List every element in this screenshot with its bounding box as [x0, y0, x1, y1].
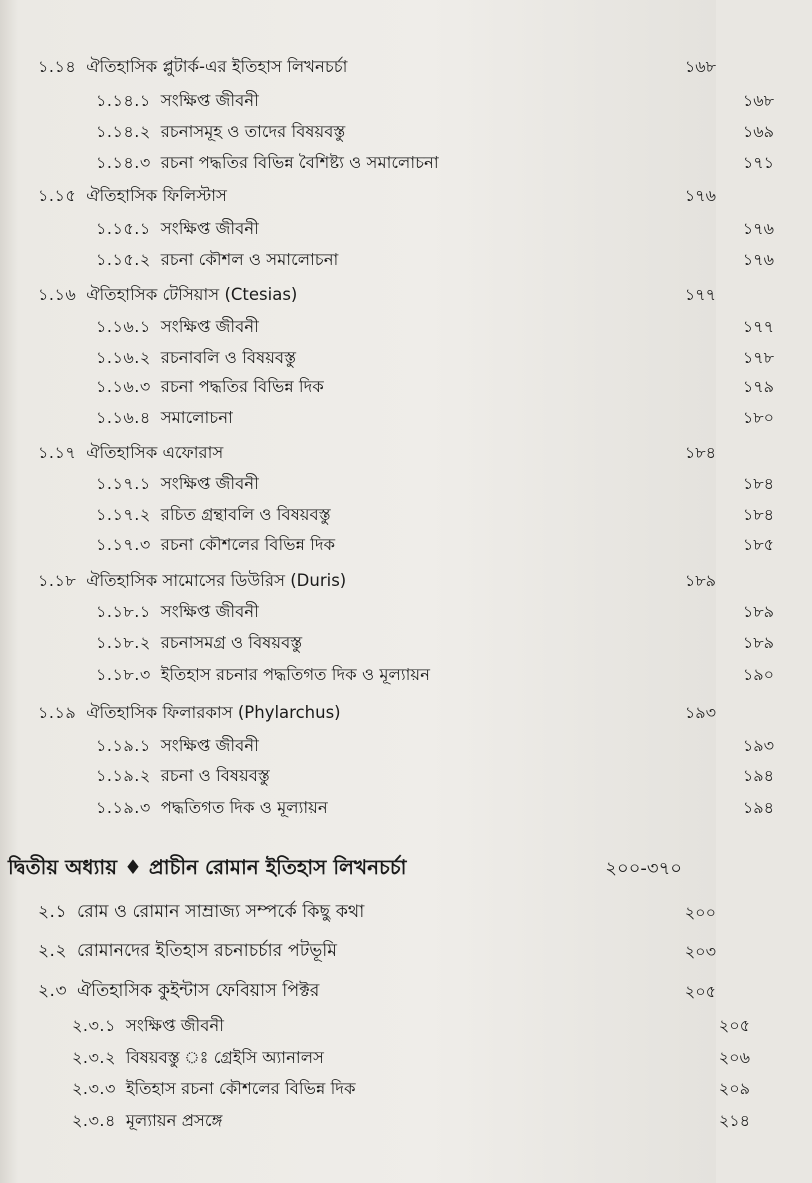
toc-number: ২.৩.৩	[72, 1078, 116, 1098]
toc-page-number: ২০৬	[718, 1047, 750, 1067]
toc-number: ১.১৭.২	[96, 504, 151, 524]
toc-page-number: ১৭৯	[742, 376, 774, 396]
toc-entry-2-3-4	[0, 1106, 788, 1136]
toc-number: ১.১৭.১	[96, 473, 151, 493]
toc-entry-2-1	[0, 898, 754, 928]
toc-title: ইতিহাস রচনার পদ্ধতিগত দিক ও মূল্যায়ন	[160, 664, 430, 684]
toc-number: ১.১৯.৩	[96, 797, 151, 817]
toc-number: ১.১৬.৩	[96, 376, 151, 396]
toc-page-number: ১৭১	[742, 152, 774, 172]
toc-title: রোম ও রোমান সাম্রাজ্য সম্পর্কে কিছু কথা	[77, 901, 365, 922]
toc-page-number: ১৯৪	[742, 797, 774, 817]
toc-entry-2-3-2	[0, 1043, 788, 1073]
toc-entry-2-2	[0, 937, 754, 967]
toc-entry-1-14-3	[0, 148, 812, 178]
toc-title: ঐতিহাসিক প্লুটার্ক-এর ইতিহাস লিখনচর্চা	[86, 56, 348, 76]
toc-number: ১.১৪.২	[96, 121, 151, 141]
toc-number: ২.৩.২	[72, 1047, 116, 1067]
toc-number: ১.১৮	[38, 570, 77, 590]
toc-page-number: ২০৫	[684, 981, 716, 1001]
chapter-page-range: ২০০-৩৭০	[605, 857, 682, 879]
toc-page-number: ১৭৭	[742, 316, 774, 336]
toc-entry-1-15-1	[0, 214, 812, 244]
toc-number: ২.২	[38, 941, 68, 961]
toc-entry-1-16-4	[0, 403, 812, 433]
toc-title: সংক্ষিপ্ত জীবনী	[160, 316, 259, 336]
toc-entry-1-16	[0, 280, 754, 310]
toc-entry-1-18-1	[0, 597, 812, 627]
toc-title: রচনাসমূহ ও তাদের বিষয়বস্তু	[160, 121, 346, 141]
toc-page-number: ১৯৩	[742, 735, 774, 755]
toc-entry-2-3	[0, 977, 754, 1007]
toc-entry-1-19-2	[0, 761, 812, 791]
toc-page-number: ১৮৫	[742, 534, 774, 554]
toc-page-number: ১৭৮	[742, 347, 774, 367]
toc-title: ঐতিহাসিক এফোরাস	[86, 442, 224, 462]
toc-number: ১.১৬	[38, 284, 77, 304]
chapter-title: দ্বিতীয় অধ্যায় ♦ প্রাচীন রোমান ইতিহাস লিখনচর্চা	[8, 854, 407, 879]
toc-page-number: ২১৪	[718, 1110, 750, 1130]
toc-number: ১.১৯.১	[96, 735, 151, 755]
toc-title: ঐতিহাসিক কুইন্টাস ফেবিয়াস পিক্টর	[77, 980, 320, 1001]
toc-title: রচনাসমগ্র ও বিষয়বস্তু	[160, 632, 303, 652]
toc-number: ১.১৬.২	[96, 347, 151, 367]
toc-title: রোমানদের ইতিহাস রচনাচর্চার পটভূমি	[77, 940, 338, 961]
toc-number: ১.১৬.১	[96, 316, 151, 336]
toc-entry-1-17	[0, 438, 754, 468]
toc-number: ১.১৪	[38, 56, 77, 76]
toc-title: রচনা পদ্ধতির বিভিন্ন দিক	[160, 376, 324, 396]
toc-title: ঐতিহাসিক ফিলিস্টাস	[86, 185, 227, 205]
toc-title: রচনা ও বিষয়বস্তু	[160, 765, 270, 785]
toc-entry-1-19-1	[0, 731, 812, 761]
toc-page-number: ২০৯	[718, 1078, 750, 1098]
toc-number: ১.১৯	[38, 702, 77, 722]
toc-title: বিষয়বস্তু ঃ গ্রেইসি অ্যানালস	[125, 1047, 324, 1067]
toc-entry-1-14-2	[0, 117, 812, 147]
toc-entry-1-14-1	[0, 86, 812, 116]
toc-title: ঐতিহাসিক সামোসের ডিউরিস (Duris)	[86, 570, 347, 590]
toc-title: রচনা কৌশলের বিভিন্ন দিক	[160, 534, 336, 554]
toc-page-number: ১৮৯	[742, 601, 774, 621]
toc-title: মূল্যায়ন প্রসঙ্গে	[125, 1110, 223, 1130]
toc-number: ১.১৪.১	[96, 90, 151, 110]
toc-page-number: ১৭৬	[684, 185, 716, 205]
toc-entry-1-15	[0, 181, 754, 211]
toc-page-number: ২০০	[684, 902, 716, 922]
toc-page-number: ১৮৪	[742, 473, 774, 493]
toc-page-number: ১৯৩	[684, 702, 716, 722]
toc-entry-1-19	[0, 698, 754, 728]
toc-title: সংক্ষিপ্ত জীবনী	[160, 90, 259, 110]
toc-number: ২.১	[38, 902, 67, 922]
toc-entry-1-16-3	[0, 372, 812, 402]
toc-number: ১.১৭.৩	[96, 534, 151, 554]
toc-page-number: ১৬৮	[684, 56, 716, 76]
toc-page-number: ১৭৬	[742, 249, 774, 269]
toc-page-number: ১৬৮	[742, 90, 774, 110]
toc-title: সমালোচনা	[160, 407, 233, 427]
toc-title: রচনা পদ্ধতির বিভিন্ন বৈশিষ্ট্য ও সমালোচনা	[160, 152, 439, 172]
toc-number: ১.১৫	[38, 185, 77, 205]
chapter-heading	[0, 852, 724, 886]
toc-number: ২.৩	[38, 981, 68, 1001]
toc-page-number: ১৮৯	[742, 632, 774, 652]
toc-page-number: ১৯০	[742, 664, 774, 684]
toc-entry-1-16-2	[0, 343, 812, 373]
toc-number: ২.৩.৪	[72, 1110, 116, 1130]
toc-title: রচনা কৌশল ও সমালোচনা	[160, 249, 339, 269]
toc-entry-2-3-1	[0, 1011, 788, 1041]
toc-title: রচিত গ্রন্থাবলি ও বিষয়বস্তু	[160, 504, 331, 524]
toc-title: সংক্ষিপ্ত জীবনী	[160, 735, 259, 755]
toc-entry-1-18-2	[0, 628, 812, 658]
toc-page-number: ১৮৪	[742, 504, 774, 524]
toc-entry-1-18	[0, 566, 754, 596]
toc-title: সংক্ষিপ্ত জীবনী	[160, 601, 259, 621]
toc-title: ঐতিহাসিক টেসিয়াস (Ctesias)	[86, 284, 298, 304]
toc-entry-1-17-3	[0, 530, 812, 560]
toc-entry-1-14	[0, 52, 754, 82]
toc-number: ১.১৫.১	[96, 218, 151, 238]
toc-entry-1-19-3	[0, 793, 812, 823]
toc-page-number: ১৮৯	[684, 570, 716, 590]
toc-number: ১.১৮.১	[96, 601, 151, 621]
toc-number: ১.১৮.২	[96, 632, 151, 652]
toc-entry-1-16-1	[0, 312, 812, 342]
toc-page-number: ১৮০	[742, 407, 774, 427]
toc-number: ১.১৫.২	[96, 249, 151, 269]
toc-entry-1-15-2	[0, 245, 812, 275]
toc-number: ২.৩.১	[72, 1015, 116, 1035]
toc-number: ১.১৯.২	[96, 765, 151, 785]
toc-title: সংক্ষিপ্ত জীবনী	[160, 473, 259, 493]
toc-title: রচনাবলি ও বিষয়বস্তু	[160, 347, 296, 367]
toc-title: পদ্ধতিগত দিক ও মূল্যায়ন	[160, 797, 328, 817]
toc-number: ১.১৪.৩	[96, 152, 151, 172]
toc-page-number: ১৬৯	[742, 121, 774, 141]
toc-title: ঐতিহাসিক ফিলারকাস (Phylarchus)	[86, 702, 341, 722]
toc-title: সংক্ষিপ্ত জীবনী	[125, 1015, 225, 1035]
toc-page-number: ১৯৪	[742, 765, 774, 785]
toc-entry-2-3-3	[0, 1074, 788, 1104]
toc-number: ১.১৭	[38, 442, 77, 462]
toc-page-number: ২০৫	[718, 1015, 750, 1035]
toc-title: সংক্ষিপ্ত জীবনী	[160, 218, 259, 238]
toc-entry-1-17-2	[0, 500, 812, 530]
toc-page-number: ১৭৭	[684, 284, 716, 304]
toc-page-number: ২০৩	[684, 941, 716, 961]
toc-entry-1-17-1	[0, 469, 812, 499]
toc-number: ১.১৮.৩	[96, 664, 151, 684]
toc-number: ১.১৬.৪	[96, 407, 151, 427]
toc-title: ইতিহাস রচনা কৌশলের বিভিন্ন দিক	[125, 1078, 356, 1098]
toc-page-number: ১৭৬	[742, 218, 774, 238]
toc-page-number: ১৮৪	[684, 442, 716, 462]
toc-entry-1-18-3	[0, 660, 812, 690]
